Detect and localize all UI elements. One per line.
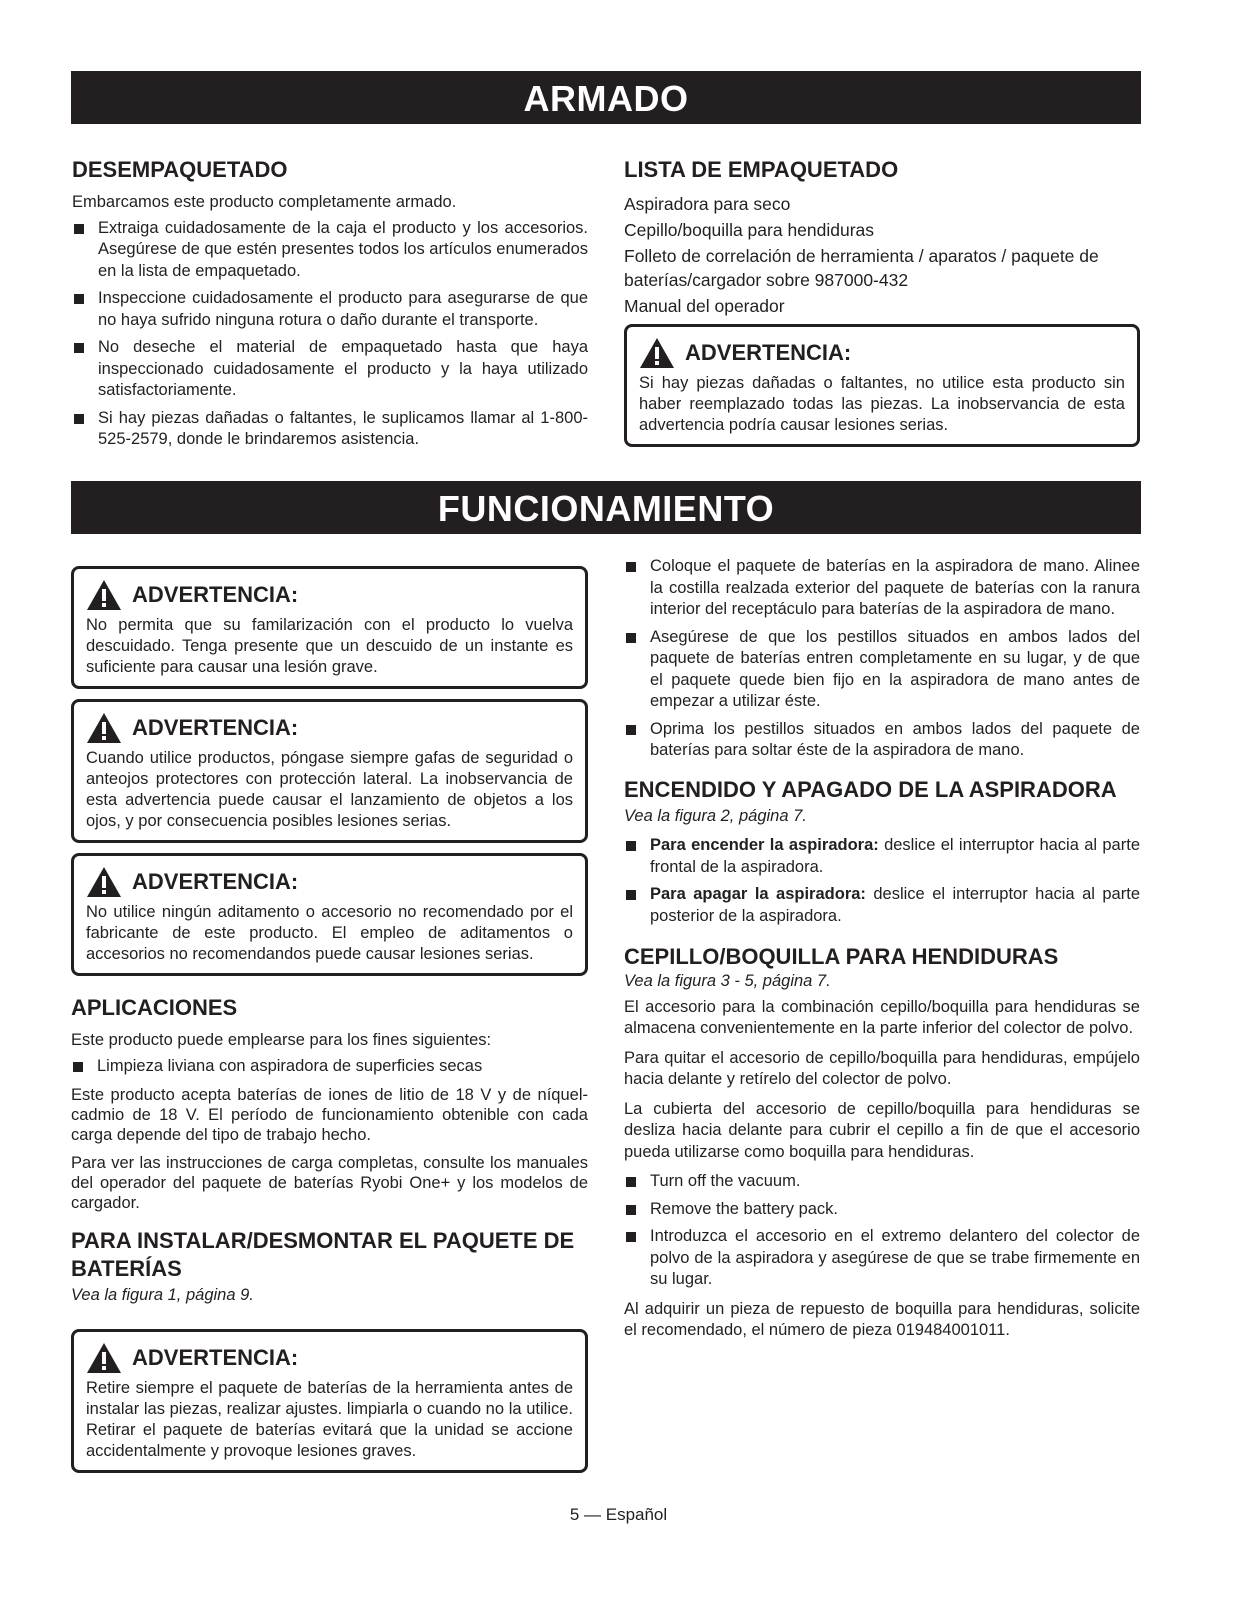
encendido-list bbox=[624, 835, 1140, 927]
warning-triangle-icon bbox=[86, 866, 122, 898]
warning-box bbox=[71, 853, 588, 976]
page-footer: 5 — Español bbox=[569, 1505, 668, 1524]
armado-banner: ARMADO bbox=[71, 71, 1141, 124]
warning-title: ADVERTENCIA: bbox=[132, 869, 299, 894]
warning-text: Retire siempre el paquete de baterías de la herramienta antes de instalar las piezas, realizar ajustes. limpiarla o cuando no la utilice. Retirar el paquete de baterías evitará que la unidad se accione accidentalmente y provoque lesiones graves. bbox=[86, 1378, 573, 1460]
list-item: Remove the battery pack. bbox=[624, 1199, 1140, 1221]
square-bullet-icon bbox=[626, 1177, 636, 1187]
encendido-heading: ENCENDIDO Y APAGADO DE LA ASPIRADORA bbox=[624, 776, 1117, 802]
warning-triangle-icon bbox=[86, 712, 122, 744]
list-item: Si hay piezas dañadas o faltantes, le suplicamos llamar al 1-800-525-2579, donde le brindaremos asistencia. bbox=[72, 408, 588, 451]
aplicaciones-list bbox=[71, 1056, 588, 1078]
list-item: Extraiga cuidadosamente de la caja el producto y los accesorios. Asegúrese de que estén presentes todos los artículos enumerados en la lista de empaquetado. bbox=[72, 218, 588, 283]
square-bullet-icon bbox=[74, 224, 84, 234]
aplicaciones-paragraph: Este producto acepta baterías de iones de litio de 18 V y de níquel-cadmio de 18 V. El período de funcionamiento obtenible con cada carga depende del tipo de trabajo hecho. bbox=[71, 1086, 588, 1144]
cepillo-paragraph: El accesorio para la combinación cepillo/boquilla para hendiduras se almacena convenientemente en la parte inferior del colector de polvo. bbox=[624, 997, 1140, 1037]
cepillo-steps bbox=[624, 1171, 1140, 1291]
square-bullet-icon bbox=[626, 841, 636, 851]
square-bullet-icon bbox=[74, 414, 84, 424]
square-bullet-icon bbox=[74, 294, 84, 304]
warning-box bbox=[71, 699, 588, 843]
list-item: No deseche el material de empaquetado hasta que haya inspeccionado cuidadosamente el producto y la haya utilizado satisfactoriamente. bbox=[72, 337, 588, 402]
square-bullet-icon bbox=[74, 343, 84, 353]
list-item: Manual del operador bbox=[624, 296, 785, 316]
desempaquetado-list bbox=[72, 218, 588, 451]
lista-items bbox=[624, 192, 1140, 318]
cepillo-paragraph: La cubierta del accesorio de cepillo/boquilla para hendiduras se desliza hacia delante para cubrir el cepillo a fin de que el accesorio pueda utilizarse como boquilla para hendiduras. bbox=[624, 1099, 1140, 1161]
list-item: Limpieza liviana con aspiradora de superficies secas bbox=[71, 1056, 588, 1078]
warning-triangle-icon bbox=[86, 579, 122, 611]
funcionamiento-right-column bbox=[624, 556, 1140, 1350]
aplicaciones-heading: APLICACIONES bbox=[71, 995, 238, 1020]
list-item: Para apagar la aspiradora: deslice el interruptor hacia al parte posterior de la aspiradora. bbox=[624, 884, 1140, 927]
list-item: Turn off the vacuum. bbox=[624, 1171, 1140, 1193]
warning-text: No permita que su familarización con el producto lo vuelva descuidado. Tenga presente que un descuido de un instante es suficiente para causar una lesión grave. bbox=[86, 616, 573, 676]
list-item: Aspiradora para seco bbox=[624, 194, 791, 214]
list-item: Asegúrese de que los pestillos situados en ambos lados del paquete de baterías entren completamente en su lugar, y de que el paquete quede bien fijo en la aspiradora de mano antes de empezar a utilizar éste. bbox=[624, 627, 1140, 713]
list-item: Coloque el paquete de baterías en la aspiradora de mano. Alinee la costilla realzada exterior del paquete de baterías con la ranura interior del receptáculo para baterías de la aspiradora de mano. bbox=[624, 556, 1140, 621]
lista-section bbox=[624, 156, 1140, 457]
funcionamiento-left-column bbox=[71, 566, 588, 1483]
square-bullet-icon bbox=[626, 562, 636, 572]
square-bullet-icon bbox=[626, 890, 636, 900]
square-bullet-icon bbox=[626, 1205, 636, 1215]
warning-text: No utilice ningún aditamento o accesorio no recomendado por el fabricante de este producto. El empleo de aditamentos o accesorios no recomendandos puede causar lesiones serias. bbox=[86, 903, 573, 963]
square-bullet-icon bbox=[626, 1232, 636, 1242]
aplicaciones-intro: Este producto puede emplearse para los fines siguientes: bbox=[71, 1031, 492, 1049]
list-item: Cepillo/boquilla para hendiduras bbox=[624, 220, 875, 240]
warning-text: Cuando utilice productos, póngase siempre gafas de seguridad o anteojos protectores con protección lateral. La inobservancia de esta advertencia puede causar el lanzamiento de objetos a los ojos, y por consecuencia posibles lesiones serias. bbox=[86, 749, 573, 830]
list-item: Introduzca el accesorio en el extremo delantero del colector de polvo de la aspiradora y asegúrese de que se trabe firmemente en su lugar. bbox=[624, 1226, 1140, 1291]
cepillo-paragraph: Al adquirir un pieza de repuesto de boquilla para hendiduras, solicite el recomendado, el número de pieza 019484001011. bbox=[624, 1299, 1140, 1339]
cepillo-paragraph: Para quitar el accesorio de cepillo/boquilla para hendiduras, empújelo hacia delante y retírelo del colector de polvo. bbox=[624, 1048, 1140, 1088]
warning-box bbox=[624, 324, 1140, 447]
cepillo-heading: CEPILLO/BOQUILLA PARA HENDIDURAS bbox=[624, 944, 1059, 969]
warning-title: ADVERTENCIA: bbox=[685, 340, 852, 365]
square-bullet-icon bbox=[626, 633, 636, 643]
instalar-steps bbox=[624, 556, 1140, 762]
encendido-figure-ref: Vea la figura 2, página 7. bbox=[624, 806, 807, 825]
list-item: Folleto de correlación de herramienta / aparatos / paquete de baterías/cargador sobre 987000-432 bbox=[624, 246, 1099, 290]
list-item: Inspeccione cuidadosamente el producto para asegurarse de que no haya sufrido ninguna rotura o daño durante el transporte. bbox=[72, 288, 588, 331]
square-bullet-icon bbox=[626, 725, 636, 735]
warning-box bbox=[71, 566, 588, 689]
list-item: Oprima los pestillos situados en ambos lados del paquete de baterías para soltar éste de la aspiradora de mano. bbox=[624, 719, 1140, 762]
desempaquetado-intro: Embarcamos este producto completamente armado. bbox=[72, 193, 457, 211]
warning-box bbox=[71, 1329, 588, 1473]
funcionamiento-banner: FUNCIONAMIENTO bbox=[71, 481, 1141, 534]
aplicaciones-paragraph: Para ver las instrucciones de carga completas, consulte los manuales del operador del paquete de baterías Ryobi One+ y los modelos de cargador. bbox=[71, 1154, 588, 1212]
warning-title: ADVERTENCIA: bbox=[132, 1344, 299, 1370]
warning-title: ADVERTENCIA: bbox=[132, 715, 299, 740]
warning-title: ADVERTENCIA: bbox=[132, 582, 299, 607]
warning-text: Si hay piezas dañadas o faltantes, no utilice esta producto sin haber reemplazado todas las piezas. La inobservancia de esta advertencia podría causar lesiones serias. bbox=[639, 374, 1125, 434]
lista-heading: LISTA DE EMPAQUETADO bbox=[624, 157, 899, 182]
list-item: Para encender la aspiradora: deslice el interruptor hacia al parte frontal de la aspiradora. bbox=[624, 835, 1140, 878]
square-bullet-icon bbox=[73, 1062, 83, 1072]
warning-triangle-icon bbox=[86, 1342, 122, 1374]
warning-triangle-icon bbox=[639, 337, 675, 369]
instalar-heading: PARA INSTALAR/DESMONTAR EL PAQUETE DE BATERÍAS bbox=[71, 1228, 575, 1281]
desempaquetado-heading: DESEMPAQUETADO bbox=[72, 157, 288, 182]
desempaquetado-section bbox=[72, 156, 588, 459]
instalar-figure-ref: Vea la figura 1, página 9. bbox=[71, 1286, 254, 1304]
cepillo-figure-ref: Vea la figura 3 - 5, página 7. bbox=[624, 972, 831, 990]
